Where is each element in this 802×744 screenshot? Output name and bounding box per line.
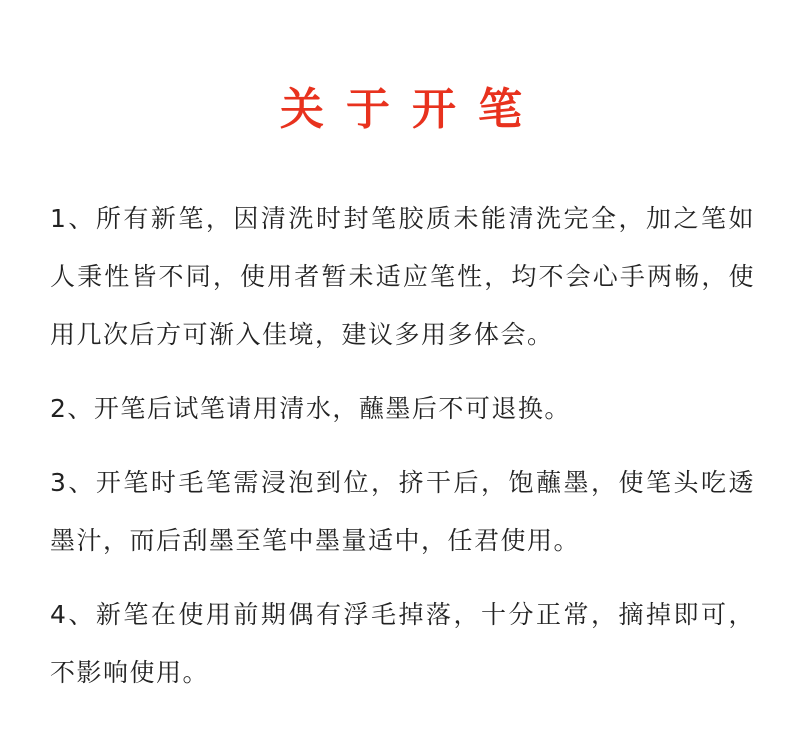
note-item-4: 4、新笔在使用前期偶有浮毛掉落，十分正常，摘掉即可，不影响使用。 — [50, 600, 755, 687]
notes-list — [50, 190, 755, 702]
note-item-2: 2、开笔后试笔请用清水，蘸墨后不可退换。 — [50, 394, 571, 423]
note-item-3: 3、开笔时毛笔需浸泡到位，挤干后，饱蘸墨，使笔头吃透墨汁，而后刮墨至笔中墨量适中，任君使用。 — [50, 468, 755, 555]
page-title: 关于开笔 — [280, 84, 544, 135]
note-item-1: 1、所有新笔，因清洗时封笔胶质未能清洗完全，加之笔如人秉性皆不同，使用者暂未适应笔性，均不会心手两畅，使用几次后方可渐入佳境，建议多用多体会。 — [50, 204, 755, 349]
